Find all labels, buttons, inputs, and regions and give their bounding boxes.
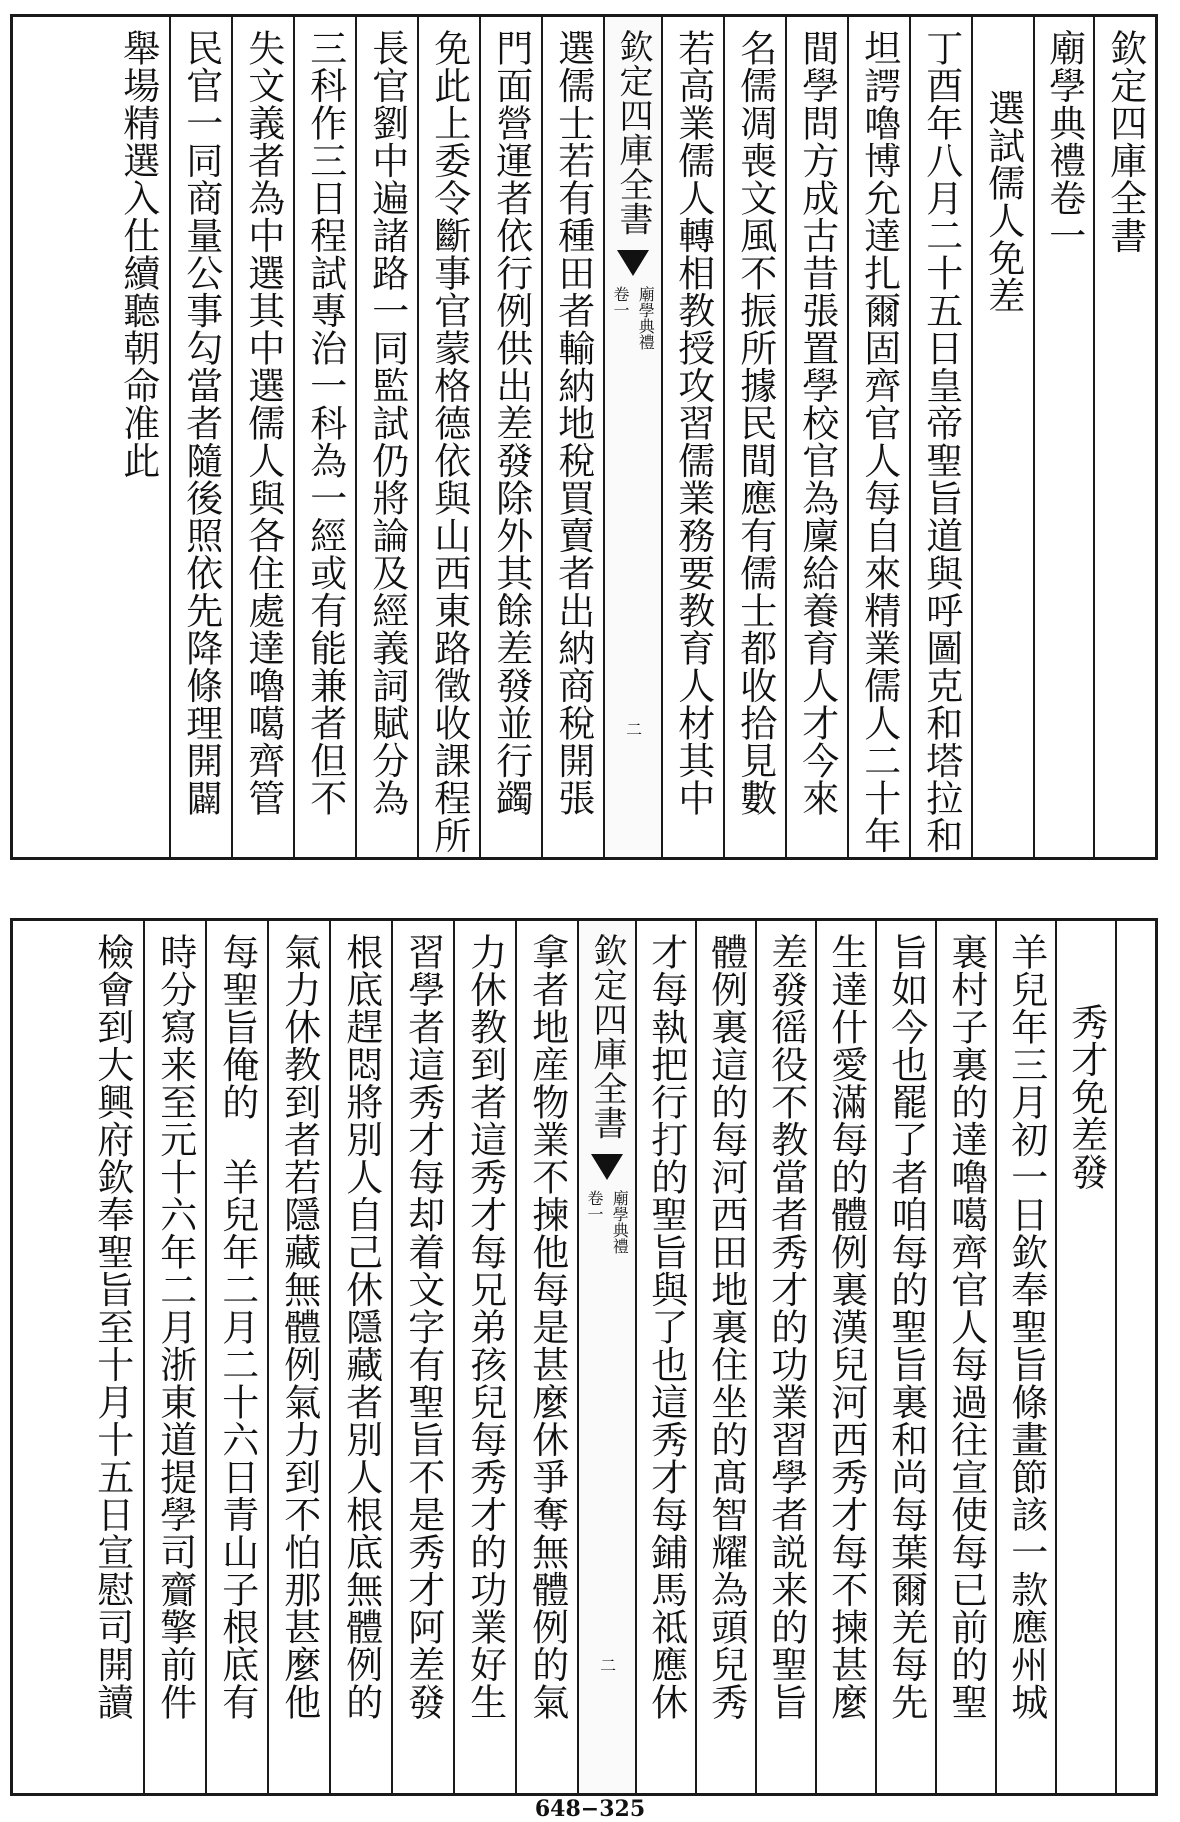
column: [417, 17, 479, 857]
column: [755, 921, 815, 1793]
column: [541, 17, 603, 857]
column-text: 力休教到者這秀才每兄弟孩兒每秀才的功業好生: [463, 933, 507, 1721]
column-text: 三科作三日程試專治一科為一經或有能兼者但不: [303, 29, 347, 817]
column-text: 秀才免差發: [1064, 1003, 1108, 1191]
column: [935, 921, 995, 1793]
column-text: 長官劉中遍諸路一同監試仍將論及經義詞賦分為: [365, 29, 409, 817]
column: [909, 17, 971, 857]
column-text: 根底趕悶將別人自己休隱藏者別人根底無體例的: [339, 933, 383, 1721]
column-text: 生達什愛滿每的體例裏漢兒河西秀才每不揀甚麼: [824, 933, 868, 1721]
bottom-page-panel: [10, 918, 1158, 1796]
column-text: 選試儒人免差: [981, 89, 1025, 314]
gutter-leaf-number: 二: [623, 721, 643, 737]
column: [143, 921, 205, 1793]
column: [391, 921, 453, 1793]
fish-tail-mark: [591, 1154, 623, 1180]
column-text: 時分寫来至元十六年二月浙東道提學司齎擎前件: [153, 933, 197, 1721]
top-page-panel: [10, 14, 1158, 860]
column: [169, 17, 231, 857]
column: [635, 921, 695, 1793]
column-text: 若高業儒人轉相教授攻習儒業務要教育人材其中: [671, 29, 715, 817]
gutter-title: 欽定四庫全書: [613, 29, 654, 236]
gutter-labels: [585, 1190, 629, 1254]
column-text: 體例裏這的每河西田地裏住坐的髙智耀為頭兒秀: [704, 933, 748, 1721]
column-text: 羊兒年三月初一日欽奉聖旨條畫節該一款應州城: [1004, 933, 1048, 1721]
column: [971, 17, 1033, 857]
page-gutter: [577, 921, 635, 1793]
column: [1093, 17, 1155, 857]
column: [355, 17, 417, 857]
column: [815, 921, 875, 1793]
gutter-volume: 卷一: [585, 1190, 604, 1222]
column: [231, 17, 293, 857]
gutter-book: 廟學典禮: [636, 286, 656, 350]
column: [847, 17, 909, 857]
column-text: 坦諤嚕博允達扎爾固齊官人每自來精業儒人二十年: [857, 29, 901, 854]
column-text: 拿者地産物業不揀他每是甚麼休爭奪無體例的氣: [525, 933, 569, 1721]
column-text: 習學者這秀才每却着文字有聖旨不是秀才阿差發: [401, 933, 445, 1721]
column-text: 檢會到大興府欽奉聖旨至十月十五日宣慰司開讀: [90, 933, 134, 1721]
column: [1115, 921, 1155, 1793]
column-text: 名儒凋喪文風不振所據民間應有儒士都收拾見數: [733, 29, 777, 817]
column: [329, 921, 391, 1793]
column-text: 廟學典禮卷一: [1042, 29, 1086, 254]
gutter-labels: [611, 286, 655, 350]
gutter-volume: 卷一: [611, 286, 630, 318]
page-gutter: [603, 17, 661, 857]
column: [995, 921, 1055, 1793]
column-text: 才每執把行打的聖旨與了也這秀才每鋪馬祗應休: [644, 933, 688, 1721]
column-text: 門面營運者依行例供出差發除外其餘差發並行蠲: [489, 29, 533, 817]
column-text: 欽定四庫全書: [1103, 29, 1147, 254]
column: [515, 921, 577, 1793]
gutter-book: 廟學典禮: [610, 1190, 630, 1254]
column-text: 丁酉年八月二十五日皇帝聖旨道與呼圖克和塔拉和: [919, 29, 963, 854]
column: [293, 17, 355, 857]
column-text: 失文義者為中選其中選儒人與各住處達嚕噶齊管: [241, 29, 285, 817]
column-text: 民官一同商量公事勾當者隨後照依先降條理開闢: [179, 29, 223, 817]
column: [695, 921, 755, 1793]
column-text: 間學問方成古昔張置學校官為廩給養育人才今來: [795, 29, 839, 817]
column: [661, 17, 723, 857]
column: [453, 921, 515, 1793]
column-text: 氣力休教到者若隱藏無體例氣力到不怕那甚麼他: [277, 933, 321, 1721]
column: [875, 921, 935, 1793]
fish-tail-mark: [617, 250, 649, 276]
column: [1033, 17, 1093, 857]
column-text: 旨如今也罷了者咱每的聖旨裏和尚每葉爾羌每先: [884, 933, 928, 1721]
column: [1055, 921, 1115, 1793]
column-text: 選儒士若有種田者輸納地稅買賣者出納商稅開張: [551, 29, 595, 817]
gutter-title: 欽定四庫全書: [587, 933, 628, 1140]
column: [107, 17, 169, 857]
column: [205, 921, 267, 1793]
column-text: 每聖旨俺的 羊兒年二月二十六日青山子根底有: [215, 933, 259, 1721]
column-text: 免此上委令斷事官蒙格德依與山西東路徵收課程所: [427, 29, 471, 854]
column: [723, 17, 785, 857]
column: [479, 17, 541, 857]
column: [785, 17, 847, 857]
column: [267, 921, 329, 1793]
column-text: 舉場精選入仕續聽朝命准此: [116, 29, 160, 479]
page-number-footer: 648−325: [534, 1796, 646, 1822]
column: [81, 921, 143, 1793]
column-text: 裏村子裏的達嚕噶齊官人每過往宣使每已前的聖: [944, 933, 988, 1721]
gutter-leaf-number: 二: [597, 1657, 617, 1673]
column-text: 差發徭役不教當者秀才的功業習學者説来的聖旨: [764, 933, 808, 1721]
